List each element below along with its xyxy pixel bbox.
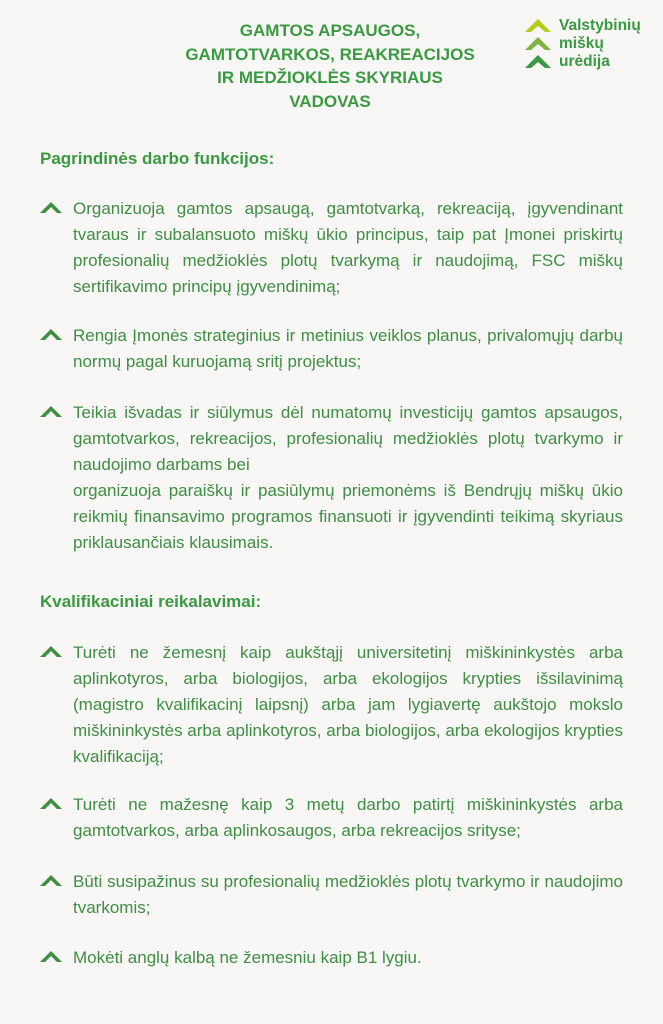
bullet-chevron-icon xyxy=(40,875,62,887)
bullet-chevron-icon xyxy=(40,406,62,418)
list-item-text: Rengia Įmonės strateginius ir metinius veiklos planus, privalomųjų darbų normų pagal kuruojamą sritį projektus; xyxy=(73,326,623,371)
title-line: VADOVAS xyxy=(289,91,371,111)
logo xyxy=(525,17,655,77)
title-line: GAMTOTVARKOS, REAKREACIJOS xyxy=(185,44,475,64)
list-item xyxy=(40,640,623,770)
list-item-text: Teikia išvadas ir siūlymus dėl numatomų investicijų gamtos apsaugos, gamtotvarkos, rekreacijos, profesionalių medžioklės plotų tvarkymo ir naudojimo darbams bei xyxy=(73,403,623,474)
logo-line: miškų xyxy=(559,35,604,52)
logo-line: urėdija xyxy=(559,53,610,70)
logo-line: Valstybinių xyxy=(559,17,641,34)
list-item xyxy=(40,945,623,971)
tree-logo-icon xyxy=(525,19,551,75)
section-heading-functions: Pagrindinės darbo funkcijos: xyxy=(40,149,275,168)
list-item-text: Turėti ne žemesnį kaip aukštąjį universitetinį miškininkystės arba aplinkotyros, arba biologijos, arba ekologijos krypties išsilavinimą (magistro kvalifikacinį laipsnį) arba jam lygiavertę aukštojo mokslo miškininkystės arba aplinkotyros, arba biologijos, arba ekologijos krypties kvalifikaciją; xyxy=(73,643,623,766)
page-title xyxy=(170,19,490,113)
list-item-text-continued: organizuoja paraiškų ir pasiūlymų priemonėms iš Bendrųjų miškų ūkio reikmių finansavimo programos finansuoti ir įgyvendinti teikimą skyriaus priklausančiais klausimais. xyxy=(73,481,623,552)
bullet-chevron-icon xyxy=(40,646,62,658)
logo-text xyxy=(559,17,641,71)
list-item-text: Būti susipažinus su profesionalių medžioklės plotų tvarkymo ir naudojimo tvarkomis; xyxy=(73,872,623,917)
list-item-text: Turėti ne mažesnę kaip 3 metų darbo patirtį miškininkystės arba gamtotvarkos, arba aplinkosaugos, arba rekreacijos srityse; xyxy=(73,795,623,840)
list-item xyxy=(40,196,623,300)
title-line: IR MEDŽIOKLĖS SKYRIAUS xyxy=(217,68,443,87)
bullet-chevron-icon xyxy=(40,329,62,341)
section-heading-requirements: Kvalifikaciniai reikalavimai: xyxy=(40,592,262,611)
list-item-text: Mokėti anglų kalbą ne žemesniu kaip B1 lygiu. xyxy=(73,948,422,967)
list-item-text: Organizuoja gamtos apsaugą, gamtotvarką, rekreaciją, įgyvendinant tvaraus ir subalansuoto miškų ūkio principus, taip pat Įmonei priskirtų profesionalių medžioklės plotų tvarkymą ir naudojimą, FSC miškų sertifikavimo principų įgyvendinimą; xyxy=(73,199,623,296)
title-line: GAMTOS APSAUGOS, xyxy=(239,21,421,40)
list-item xyxy=(40,792,623,844)
bullet-chevron-icon xyxy=(40,202,62,214)
list-item xyxy=(40,400,623,556)
bullet-chevron-icon xyxy=(40,951,62,963)
bullet-chevron-icon xyxy=(40,798,62,810)
list-item xyxy=(40,323,623,375)
list-item xyxy=(40,869,623,921)
